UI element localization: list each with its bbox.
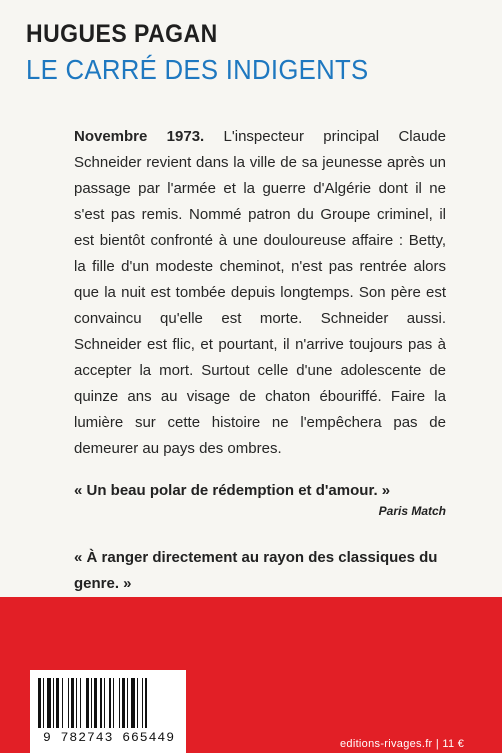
publisher-price: editions-rivages.fr | 11 € (340, 738, 465, 750)
review-quote-2: « À ranger directement au rayon des classiques du genre. » (74, 549, 438, 592)
barcode-bar (47, 678, 51, 728)
barcode-bar (91, 678, 92, 728)
barcode-bar (80, 678, 81, 728)
author-name: HUGUES PAGAN (26, 20, 218, 48)
barcode-bar (53, 678, 54, 728)
barcode-bar (71, 678, 74, 728)
blurb-paragraph (74, 124, 446, 462)
barcode-bar (119, 678, 120, 728)
barcode-bar (76, 678, 77, 728)
barcode-bar (62, 678, 63, 728)
barcode-bar (113, 678, 114, 728)
barcode-bar (142, 678, 143, 728)
review-quote-1: « Un beau polar de rédemption et d'amour. » (74, 482, 391, 499)
barcode-bar (122, 678, 125, 728)
barcode (30, 670, 186, 753)
blurb-lead: Novembre 1973. (74, 128, 205, 145)
barcode-bars (38, 678, 178, 728)
barcode-bar (104, 678, 105, 728)
barcode-bar (86, 678, 89, 728)
barcode-bar (131, 678, 135, 728)
book-title: LE CARRÉ DES INDIGENTS (26, 54, 369, 85)
barcode-bar (56, 678, 59, 728)
barcode-bar (38, 678, 41, 728)
barcode-bar (137, 678, 138, 728)
review-source-1: Paris Match (378, 504, 446, 518)
isbn-number: 9 782743 665449 (42, 730, 176, 745)
barcode-bar (94, 678, 98, 728)
barcode-bar (127, 678, 128, 728)
barcode-bar (68, 678, 69, 728)
barcode-bar (145, 678, 148, 728)
blurb-body: L'inspecteur principal Claude Schneider revient dans la ville de sa jeunesse après un passage par l'armée et la guerre d'Algérie dont il ne s'est pas remis. Nommé patron du Groupe criminel, il est bientôt confronté à une douloureuse affaire : Betty, la fille d'un modeste cheminot, n'est pas rentrée alors que la nuit est tombée depuis longtemps. Son père est convaincu qu'elle est morte. Schneider aussi. Schneider est flic, et pourtant, il n'arrive toujours pas à accepter la mort. Surtout celle d'une adolescente de quinze ans au visage de chaton ébouriffé. Faire la lumière sur cette histoire ne l'empêchera pas de demeurer au pays des ombres. (74, 128, 446, 457)
barcode-bar (43, 678, 44, 728)
barcode-bar (109, 678, 112, 728)
barcode-bar (100, 678, 103, 728)
